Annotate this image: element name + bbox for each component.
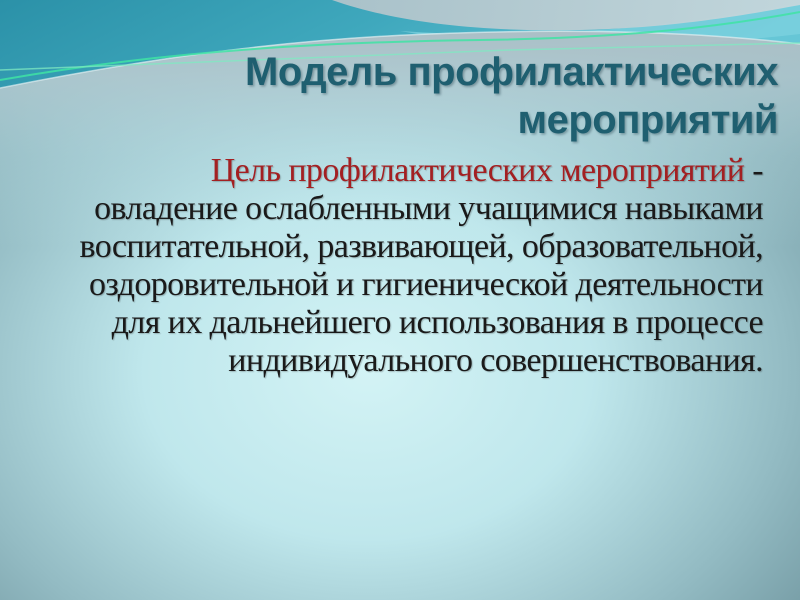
- body-lead-red-text: Цель профилактических мероприятий: [210, 152, 745, 189]
- body-line: индивидуального совершенствования.: [228, 342, 763, 379]
- title-line-2: мероприятий: [517, 98, 778, 142]
- slide-title: [100, 48, 778, 144]
- title-line-1: Модель профилактических: [245, 50, 778, 94]
- body-line: овладение ослабленными учащимися навыками: [94, 190, 763, 227]
- body-line: оздоровительной и гигиенической деятельности: [89, 266, 763, 303]
- slide-body: [28, 152, 763, 380]
- body-line: воспитательной, развивающей, образовательной,: [79, 228, 763, 265]
- body-lead-dash: -: [744, 152, 763, 189]
- body-line-lead: [28, 152, 763, 190]
- body-line: для их дальнейшего использования в процессе: [111, 304, 763, 341]
